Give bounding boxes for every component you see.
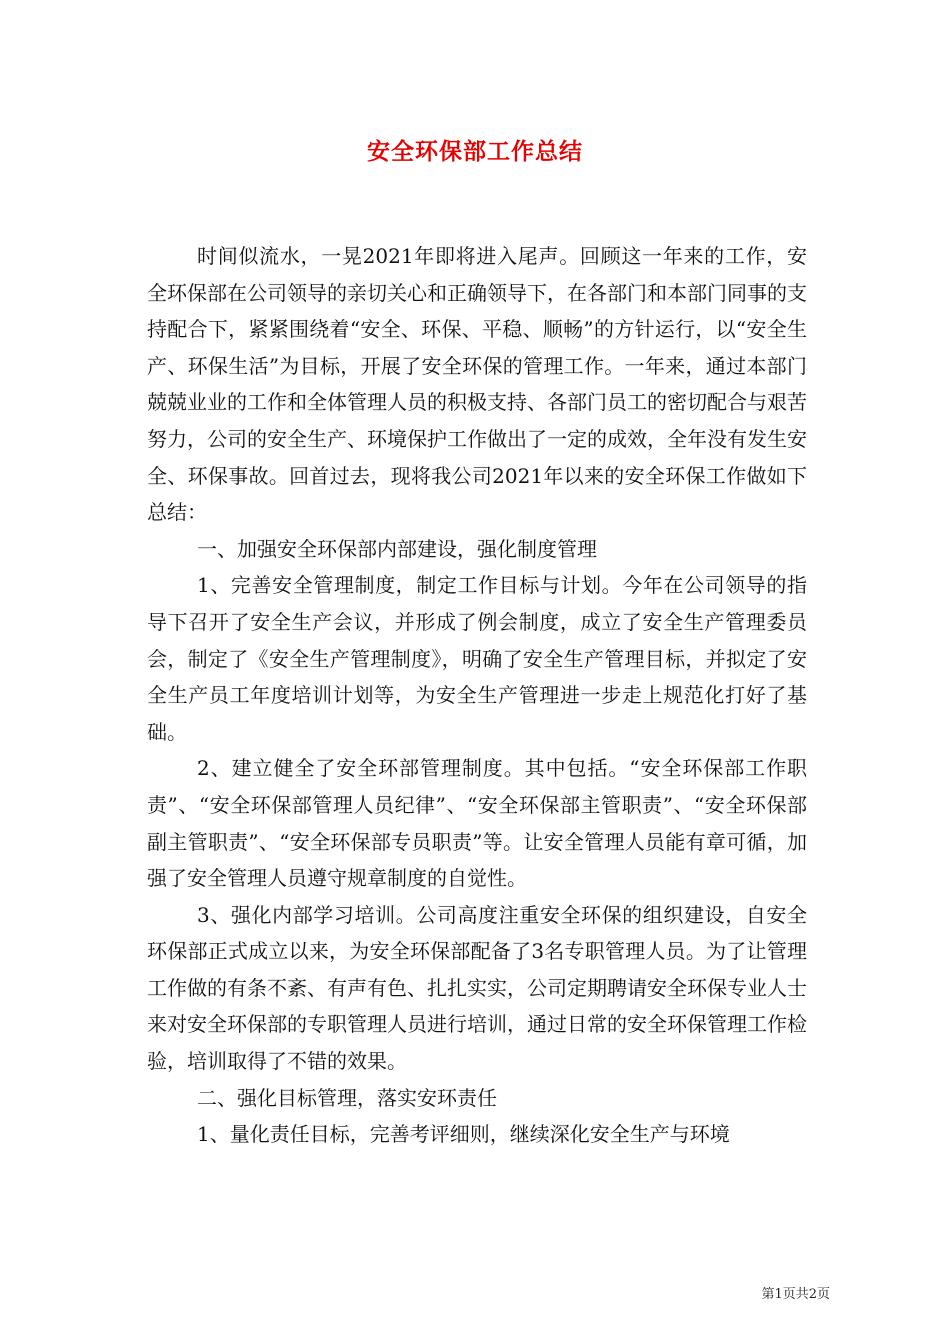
section-heading-2: 二、强化目标管理，落实安环责任 [197,1085,497,1110]
paragraph-1-3: 3、强化内部学习培训。公司高度注重安全环保的组织建设，自安全环保部正式成立以来，为安全环保部配备了3名专职管理人员。为了让管理工作做的有条不紊、有声有色、扎扎实实，公司定期聘请安全环保专业人士来对安全环保部的专职管理人员进行培训，通过日常的安全环保管理工作检验，培训取得了不错的效果。 [147,902,807,1074]
paragraph-1-1: 1、完善安全管理制度，制定工作目标与计划。今年在公司领导的指导下召开了安全生产会议，并形成了例会制度，成立了安全生产管理委员会，制定了《安全生产管理制度》，明确了安全生产管理目标，并拟定了安全生产员工年度培训计划等，为安全生产管理进一步走上规范化打好了基础。 [147,573,807,744]
document-body [147,238,807,1153]
document-title: 安全环保部工作总结 [367,138,583,165]
paragraph-2-1: 1、量化责任目标，完善考评细则，继续深化安全生产与环境 [197,1122,730,1147]
paragraph-1-2: 2、建立健全了安全环部管理制度。其中包括。“安全环保部工作职责”、“安全环保部管理人员纪律”、“安全环保部主管职责”、“安全环保部副主管职责”、“安全环保部专员职责”等。让安全管理人员能有章可循，加强了安全管理人员遵守规章制度的自觉性。 [147,756,807,891]
page-number: 第1页共2页 [761,1287,830,1302]
paragraph-intro: 时间似流水，一晃2021年即将进入尾声。回顾这一年来的工作，安全环保部在公司领导的亲切关心和正确领导下，在各部门和本部门同事的支持配合下，紧紧围绕着“安全、环保、平稳、顺畅”的方针运行，以“安全生产、环保生活”为目标，开展了安全环保的管理工作。一年来，通过本部门兢兢业业的工作和全体管理人员的积极支持、各部门员工的密切配合与艰苦努力，公司的安全生产、环境保护工作做出了一定的成效，全年没有发生安全、环保事故。回首过去，现将我公司2021年以来的安全环保工作做如下总结： [147,244,807,525]
section-heading-1: 一、加强安全环保部内部建设，强化制度管理 [197,536,597,561]
